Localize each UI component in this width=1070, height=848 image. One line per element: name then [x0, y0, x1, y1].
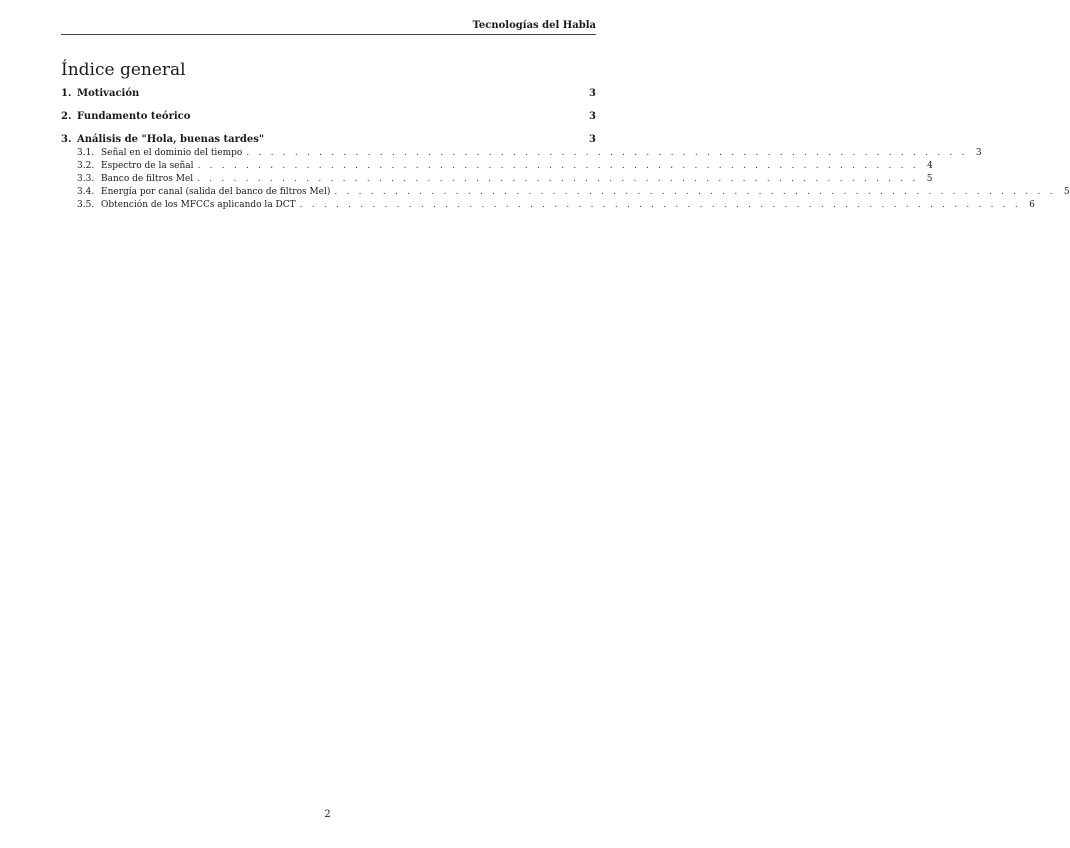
header-rule — [61, 34, 596, 35]
chapter-number: 1. — [61, 88, 72, 99]
section-number: 3.4. — [77, 187, 95, 197]
chapter-label: Análisis de "Hola, buenas tardes" — [77, 134, 265, 145]
toc-title: Índice general — [61, 60, 186, 80]
toc-chapter-1[interactable] — [61, 87, 596, 101]
dot-leader: . . . . . . . . . . . . . . . . . . . . . . . . . . . . . . . . . . . . . . . . . . . . . . . . . . . . . . . . . . . . — [197, 174, 919, 184]
section-page: 4 — [927, 161, 933, 171]
section-page: 5 — [926, 174, 933, 184]
section-label: Energía por canal (salida del banco de filtros Mel) — [101, 187, 331, 197]
section-page: 5 — [1063, 187, 1070, 197]
toc-chapter-3[interactable] — [61, 133, 596, 147]
section-number: 3.3. — [77, 174, 95, 184]
chapter-page: 3 — [589, 88, 596, 99]
running-header: Tecnologías del Habla — [472, 20, 596, 31]
section-label: Señal en el dominio del tiempo — [101, 148, 243, 158]
section-label: Banco de filtros Mel — [101, 174, 194, 184]
section-label: Espectro de la señal — [101, 161, 194, 171]
toc-chapter-2[interactable] — [61, 110, 596, 124]
section-page: 3 — [975, 148, 982, 158]
dot-leader: . . . . . . . . . . . . . . . . . . . . . . . . . . . . . . . . . . . . . . . . . . . . . . . . . . . . . . . . . . . . — [246, 148, 968, 158]
chapter-page: 3 — [589, 111, 596, 122]
chapter-number: 3. — [61, 134, 72, 145]
toc-section-3-4[interactable] — [61, 186, 1070, 199]
chapter-page: 3 — [589, 134, 596, 145]
dot-leader: . . . . . . . . . . . . . . . . . . . . . . . . . . . . . . . . . . . . . . . . . . . . . . . . . . . . . . . . . . . . — [197, 161, 919, 171]
chapter-number: 2. — [61, 111, 72, 122]
toc-section-3-2[interactable] — [61, 160, 933, 173]
toc-section-3-1[interactable] — [61, 147, 982, 160]
section-number: 3.5. — [77, 200, 95, 210]
chapter-label: Fundamento teórico — [77, 111, 191, 122]
dot-leader: . . . . . . . . . . . . . . . . . . . . . . . . . . . . . . . . . . . . . . . . . . . . . . . . . . . . . . . . . . . . — [299, 200, 1021, 210]
section-number: 3.2. — [77, 161, 95, 171]
toc-section-3-5[interactable] — [61, 199, 1035, 212]
dot-leader: . . . . . . . . . . . . . . . . . . . . . . . . . . . . . . . . . . . . . . . . . . . . . . . . . . . . . . . . . . . . — [334, 187, 1056, 197]
section-number: 3.1. — [77, 148, 95, 158]
table-of-contents — [61, 87, 1070, 212]
page-number: 2 — [324, 809, 331, 820]
chapter-label: Motivación — [77, 88, 140, 99]
section-page: 6 — [1029, 200, 1035, 210]
toc-section-3-3[interactable] — [61, 173, 933, 186]
section-label: Obtención de los MFCCs aplicando la DCT — [101, 200, 296, 210]
